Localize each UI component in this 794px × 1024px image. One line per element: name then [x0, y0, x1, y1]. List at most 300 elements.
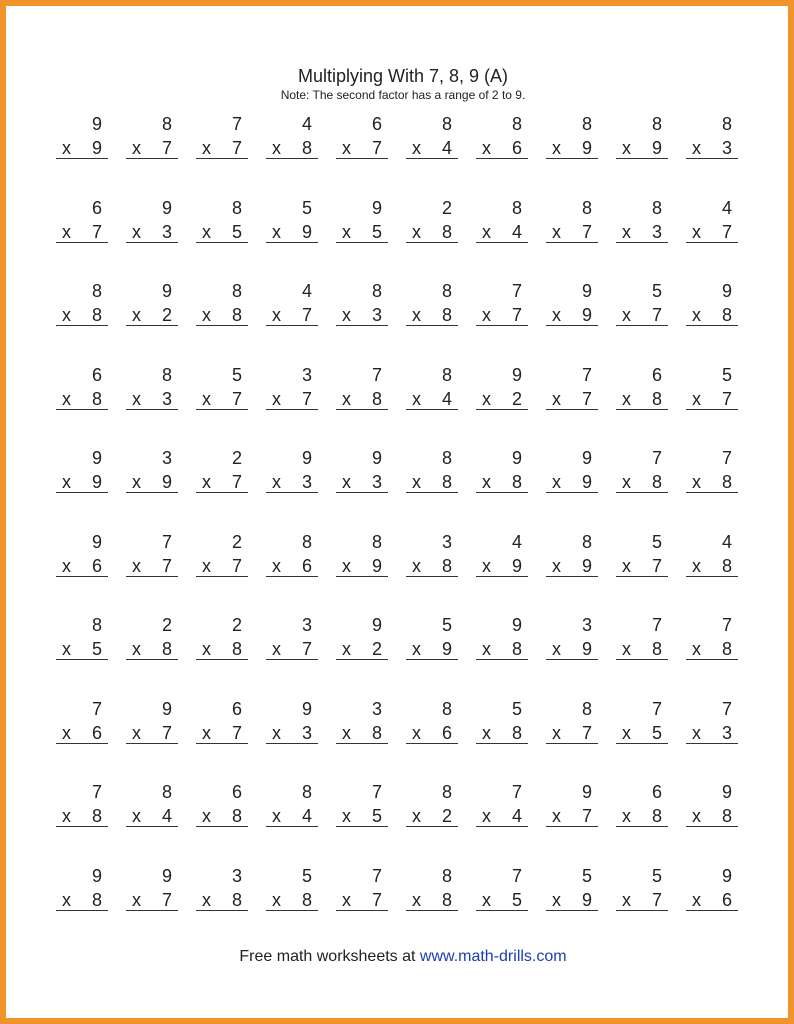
times-sign: x	[482, 138, 491, 158]
first-factor: 7	[371, 782, 382, 802]
problem	[266, 697, 318, 767]
problem	[266, 780, 318, 850]
problem	[196, 112, 248, 182]
second-factor: 2	[161, 305, 172, 325]
first-factor: 8	[441, 364, 452, 385]
times-sign: x	[62, 889, 71, 910]
second-factor: 9	[301, 221, 312, 242]
times-sign: x	[622, 806, 631, 826]
second-factor-line	[476, 804, 528, 827]
second-factor: 8	[441, 472, 452, 492]
times-sign: x	[202, 806, 211, 826]
problem	[196, 697, 248, 767]
second-factor: 6	[721, 889, 732, 910]
first-factor: 8	[91, 615, 102, 635]
first-factor: 7	[91, 782, 102, 802]
second-factor-line	[406, 721, 458, 744]
times-sign: x	[622, 639, 631, 659]
second-factor-line	[406, 387, 458, 410]
times-sign: x	[482, 221, 491, 242]
first-factor: 8	[511, 114, 522, 134]
second-factor-line	[126, 888, 178, 911]
first-factor: 9	[511, 364, 522, 385]
times-sign: x	[202, 305, 211, 325]
problem	[336, 196, 388, 266]
second-factor: 7	[651, 555, 662, 576]
second-factor: 3	[161, 221, 172, 242]
times-sign: x	[342, 472, 351, 492]
second-factor: 4	[511, 221, 522, 242]
second-factor: 8	[651, 806, 662, 826]
problem	[196, 279, 248, 349]
second-factor: 2	[441, 806, 452, 826]
problem	[476, 697, 528, 767]
second-factor: 3	[721, 138, 732, 158]
first-factor: 8	[441, 114, 452, 134]
times-sign: x	[62, 555, 71, 576]
second-factor: 8	[231, 639, 242, 659]
second-factor-line	[196, 637, 248, 660]
problem	[476, 112, 528, 182]
times-sign: x	[272, 472, 281, 492]
first-factor: 9	[91, 865, 102, 886]
second-factor-line	[196, 804, 248, 827]
second-factor: 4	[441, 138, 452, 158]
problem	[616, 613, 668, 683]
times-sign: x	[202, 472, 211, 492]
first-factor: 7	[511, 782, 522, 802]
problem	[476, 196, 528, 266]
second-factor: 8	[721, 639, 732, 659]
problem	[686, 864, 738, 934]
first-factor: 8	[581, 197, 592, 218]
problem	[126, 279, 178, 349]
second-factor-line	[686, 220, 738, 243]
times-sign: x	[552, 472, 561, 492]
first-factor: 8	[441, 448, 452, 468]
times-sign: x	[622, 388, 631, 409]
first-factor: 8	[441, 698, 452, 719]
first-factor: 7	[581, 364, 592, 385]
first-factor: 4	[301, 281, 312, 301]
problem	[476, 864, 528, 934]
second-factor: 7	[651, 305, 662, 325]
first-factor: 3	[441, 531, 452, 552]
second-factor-line	[126, 136, 178, 159]
second-factor: 9	[581, 472, 592, 492]
first-factor: 9	[161, 281, 172, 301]
problem	[126, 530, 178, 600]
second-factor-line	[196, 554, 248, 577]
second-factor-line	[546, 888, 598, 911]
first-factor: 8	[441, 865, 452, 886]
problem	[616, 530, 668, 600]
problem	[546, 697, 598, 767]
second-factor: 7	[651, 889, 662, 910]
first-factor: 8	[91, 281, 102, 301]
first-factor: 6	[371, 114, 382, 134]
problem	[406, 196, 458, 266]
second-factor-line	[336, 387, 388, 410]
second-factor: 7	[581, 388, 592, 409]
problem	[686, 780, 738, 850]
times-sign: x	[272, 388, 281, 409]
first-factor: 6	[91, 364, 102, 385]
second-factor-line	[616, 888, 668, 911]
second-factor: 4	[161, 806, 172, 826]
times-sign: x	[412, 806, 421, 826]
first-factor: 9	[721, 782, 732, 802]
problem	[126, 446, 178, 516]
times-sign: x	[342, 806, 351, 826]
second-factor: 8	[301, 889, 312, 910]
problem	[616, 363, 668, 433]
first-factor: 2	[231, 531, 242, 552]
times-sign: x	[202, 221, 211, 242]
times-sign: x	[272, 305, 281, 325]
times-sign: x	[62, 221, 71, 242]
problem	[196, 196, 248, 266]
second-factor-line	[196, 721, 248, 744]
times-sign: x	[272, 806, 281, 826]
times-sign: x	[552, 889, 561, 910]
second-factor-line	[336, 554, 388, 577]
first-factor: 2	[161, 615, 172, 635]
second-factor-line	[476, 721, 528, 744]
times-sign: x	[552, 639, 561, 659]
times-sign: x	[692, 221, 701, 242]
first-factor: 4	[721, 531, 732, 552]
first-factor: 5	[721, 364, 732, 385]
problem	[336, 613, 388, 683]
second-factor-line	[56, 637, 108, 660]
times-sign: x	[132, 388, 141, 409]
second-factor: 2	[511, 388, 522, 409]
first-factor: 9	[91, 531, 102, 552]
second-factor-line	[56, 888, 108, 911]
times-sign: x	[342, 221, 351, 242]
second-factor-line	[616, 470, 668, 493]
times-sign: x	[552, 555, 561, 576]
problem	[56, 446, 108, 516]
times-sign: x	[692, 889, 701, 910]
second-factor: 7	[161, 722, 172, 743]
first-factor: 7	[651, 448, 662, 468]
second-factor: 7	[231, 472, 242, 492]
first-factor: 7	[651, 615, 662, 635]
first-factor: 7	[231, 114, 242, 134]
first-factor: 2	[441, 197, 452, 218]
first-factor: 9	[161, 197, 172, 218]
problem	[476, 279, 528, 349]
problem	[126, 196, 178, 266]
first-factor: 8	[441, 782, 452, 802]
times-sign: x	[132, 138, 141, 158]
first-factor: 3	[581, 615, 592, 635]
first-factor: 6	[91, 197, 102, 218]
second-factor: 7	[581, 806, 592, 826]
first-factor: 9	[371, 615, 382, 635]
times-sign: x	[412, 221, 421, 242]
second-factor-line	[126, 637, 178, 660]
second-factor: 7	[371, 138, 382, 158]
times-sign: x	[62, 722, 71, 743]
times-sign: x	[62, 138, 71, 158]
second-factor-line	[56, 554, 108, 577]
first-factor: 8	[301, 531, 312, 552]
times-sign: x	[132, 555, 141, 576]
first-factor: 7	[371, 865, 382, 886]
second-factor: 2	[371, 639, 382, 659]
times-sign: x	[132, 472, 141, 492]
first-factor: 8	[581, 698, 592, 719]
times-sign: x	[412, 472, 421, 492]
first-factor: 8	[161, 782, 172, 802]
second-factor: 6	[301, 555, 312, 576]
problem	[126, 613, 178, 683]
second-factor-line	[336, 721, 388, 744]
second-factor-line	[546, 303, 598, 326]
problem	[616, 279, 668, 349]
times-sign: x	[272, 722, 281, 743]
times-sign: x	[482, 889, 491, 910]
second-factor: 8	[651, 639, 662, 659]
first-factor: 8	[231, 281, 242, 301]
second-factor: 8	[161, 639, 172, 659]
second-factor-line	[406, 470, 458, 493]
times-sign: x	[622, 555, 631, 576]
problem	[406, 697, 458, 767]
problem	[686, 363, 738, 433]
second-factor: 8	[511, 472, 522, 492]
problem	[336, 446, 388, 516]
second-factor: 8	[511, 722, 522, 743]
problem	[196, 530, 248, 600]
second-factor-line	[686, 804, 738, 827]
footer-text: Free math worksheets at	[239, 948, 420, 965]
times-sign: x	[272, 221, 281, 242]
first-factor: 7	[651, 698, 662, 719]
first-factor: 8	[511, 197, 522, 218]
second-factor-line	[196, 470, 248, 493]
second-factor-line	[546, 136, 598, 159]
second-factor: 7	[511, 305, 522, 325]
times-sign: x	[622, 889, 631, 910]
footer-link[interactable]: www.math-drills.com	[419, 948, 567, 965]
first-factor: 8	[301, 782, 312, 802]
second-factor: 3	[721, 722, 732, 743]
second-factor: 6	[91, 722, 102, 743]
second-factor: 8	[91, 889, 102, 910]
problem	[266, 446, 318, 516]
times-sign: x	[342, 722, 351, 743]
problem	[476, 780, 528, 850]
second-factor: 9	[91, 472, 102, 492]
problem	[406, 530, 458, 600]
second-factor-line	[266, 220, 318, 243]
problem	[686, 530, 738, 600]
second-factor: 3	[651, 221, 662, 242]
problem	[336, 780, 388, 850]
first-factor: 8	[371, 281, 382, 301]
times-sign: x	[342, 889, 351, 910]
times-sign: x	[622, 472, 631, 492]
second-factor-line	[126, 303, 178, 326]
second-factor: 7	[581, 722, 592, 743]
second-factor: 8	[441, 555, 452, 576]
second-factor: 7	[231, 722, 242, 743]
first-factor: 8	[581, 114, 592, 134]
second-factor-line	[126, 804, 178, 827]
first-factor: 9	[91, 448, 102, 468]
second-factor-line	[406, 888, 458, 911]
second-factor-line	[56, 470, 108, 493]
second-factor-line	[126, 387, 178, 410]
problem	[56, 697, 108, 767]
first-factor: 9	[301, 698, 312, 719]
second-factor: 8	[721, 806, 732, 826]
second-factor-line	[476, 888, 528, 911]
second-factor: 7	[581, 221, 592, 242]
problem	[56, 864, 108, 934]
times-sign: x	[62, 639, 71, 659]
times-sign: x	[342, 138, 351, 158]
problem	[476, 363, 528, 433]
times-sign: x	[622, 138, 631, 158]
problem	[546, 279, 598, 349]
second-factor-line	[476, 303, 528, 326]
second-factor-line	[196, 888, 248, 911]
second-factor: 7	[161, 889, 172, 910]
second-factor-line	[266, 387, 318, 410]
second-factor-line	[616, 136, 668, 159]
second-factor-line	[196, 303, 248, 326]
times-sign: x	[202, 138, 211, 158]
first-factor: 5	[581, 865, 592, 886]
second-factor-line	[476, 637, 528, 660]
second-factor: 9	[371, 555, 382, 576]
second-factor-line	[406, 220, 458, 243]
first-factor: 8	[371, 531, 382, 552]
second-factor: 3	[371, 305, 382, 325]
second-factor-line	[616, 387, 668, 410]
times-sign: x	[132, 889, 141, 910]
first-factor: 3	[301, 615, 312, 635]
first-factor: 6	[231, 782, 242, 802]
first-factor: 9	[581, 281, 592, 301]
second-factor-line	[616, 554, 668, 577]
second-factor: 8	[441, 889, 452, 910]
first-factor: 9	[581, 448, 592, 468]
problem	[126, 363, 178, 433]
times-sign: x	[272, 639, 281, 659]
times-sign: x	[622, 305, 631, 325]
problem	[266, 613, 318, 683]
second-factor: 5	[371, 221, 382, 242]
problem	[266, 864, 318, 934]
problem	[56, 279, 108, 349]
times-sign: x	[412, 639, 421, 659]
problem	[476, 530, 528, 600]
second-factor: 8	[371, 388, 382, 409]
second-factor: 9	[91, 138, 102, 158]
times-sign: x	[692, 138, 701, 158]
second-factor: 5	[651, 722, 662, 743]
problem	[126, 112, 178, 182]
first-factor: 2	[231, 448, 242, 468]
first-factor: 7	[721, 698, 732, 719]
problem	[546, 112, 598, 182]
first-factor: 8	[231, 197, 242, 218]
page-title: Multiplying With 7, 8, 9 (A)	[297, 66, 509, 86]
times-sign: x	[272, 138, 281, 158]
first-factor: 8	[161, 114, 172, 134]
times-sign: x	[342, 639, 351, 659]
second-factor: 9	[511, 555, 522, 576]
second-factor: 8	[231, 305, 242, 325]
second-factor: 8	[91, 388, 102, 409]
times-sign: x	[62, 388, 71, 409]
second-factor: 3	[301, 722, 312, 743]
first-factor: 3	[161, 448, 172, 468]
times-sign: x	[552, 722, 561, 743]
times-sign: x	[482, 806, 491, 826]
problem	[196, 780, 248, 850]
second-factor-line	[546, 637, 598, 660]
first-factor: 6	[231, 698, 242, 719]
second-factor: 9	[161, 472, 172, 492]
second-factor-line	[336, 804, 388, 827]
second-factor-line	[266, 470, 318, 493]
second-factor: 9	[651, 138, 662, 158]
problem	[686, 613, 738, 683]
first-factor: 6	[651, 364, 662, 385]
times-sign: x	[552, 388, 561, 409]
second-factor: 8	[91, 806, 102, 826]
second-factor: 7	[161, 138, 172, 158]
first-factor: 4	[721, 197, 732, 218]
times-sign: x	[482, 472, 491, 492]
problem	[616, 780, 668, 850]
second-factor-line	[616, 804, 668, 827]
first-factor: 9	[371, 448, 382, 468]
second-factor: 5	[371, 806, 382, 826]
second-factor-line	[406, 554, 458, 577]
first-factor: 8	[441, 281, 452, 301]
second-factor-line	[686, 303, 738, 326]
first-factor: 5	[651, 865, 662, 886]
second-factor: 8	[441, 305, 452, 325]
second-factor-line	[336, 470, 388, 493]
second-factor-line	[406, 136, 458, 159]
problem	[56, 613, 108, 683]
times-sign: x	[412, 722, 421, 743]
problem	[336, 530, 388, 600]
second-factor-line	[616, 721, 668, 744]
second-factor-line	[406, 637, 458, 660]
times-sign: x	[622, 722, 631, 743]
page-note: Note: The second factor has a range of 2 to 9.	[280, 88, 526, 102]
second-factor: 7	[301, 388, 312, 409]
second-factor: 9	[441, 639, 452, 659]
times-sign: x	[342, 388, 351, 409]
times-sign: x	[482, 305, 491, 325]
problem	[686, 279, 738, 349]
second-factor-line	[126, 220, 178, 243]
first-factor: 5	[651, 281, 662, 301]
second-factor-line	[476, 220, 528, 243]
second-factor: 5	[231, 221, 242, 242]
